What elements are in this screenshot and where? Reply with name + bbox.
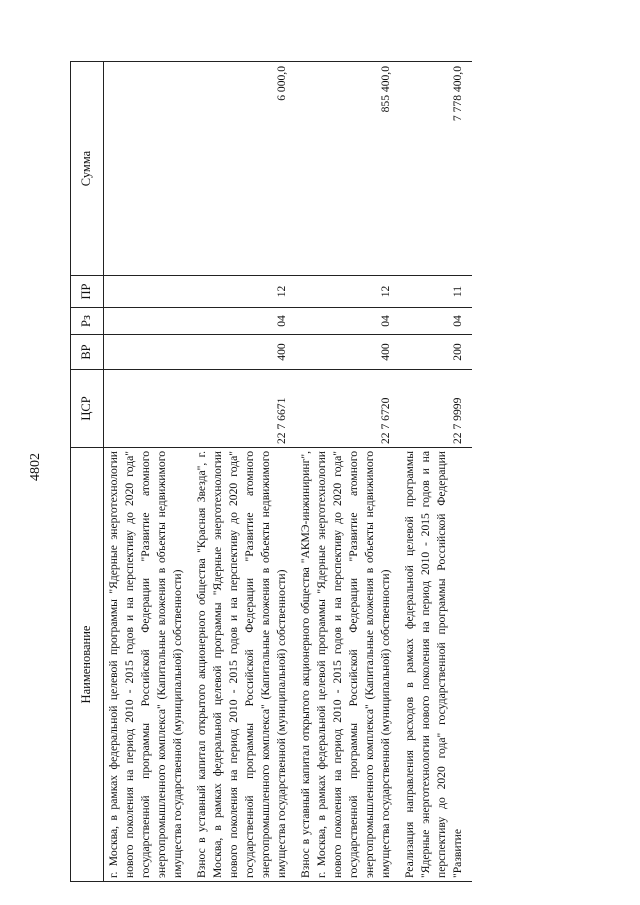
row-rz: 04 — [296, 308, 400, 335]
table-body — [104, 62, 472, 882]
row-csr — [104, 370, 192, 448]
row-sum: 6 000,0 — [192, 62, 296, 276]
table-header — [71, 62, 104, 882]
row-name: г. Москва, в рамках федеральной целевой программы "Ядерные энерготехнологии нового поколения на период 2010 - 2015 годов и на перспективу до 2020 года" государственной программы Российской Федерации "Развитие атомного энергопромышленного комплекса" (Капитальные вложения в объекты недвижимого имущества государственной (муниципальной) собственности) — [104, 448, 192, 882]
row-name: Реализация направления расходов в рамках федеральной целевой программы "Ядерные энерготехнологии нового поколения на период 2010 - 2015 годов и на перспективу до 2020 года" государственной программы Российской Федерации "Развитие — [400, 448, 472, 882]
header-sum: Сумма — [71, 62, 104, 276]
header-rz: Рз — [71, 308, 104, 335]
table-row — [104, 62, 192, 882]
row-pr: 12 — [296, 276, 400, 308]
rotated-budget-table — [70, 62, 612, 882]
row-name: Взнос в уставный капитал открытого акционерного общества "Красная Звезда", г. Москва, в рамках федеральной целевой программы "Ядерные энерготехнологии нового поколения на период 2010 - 2015 годов и на перспективу до 2020 года" государственной программы Российской Федерации "Развитие атомного энергопромышленного комплекса" (Капитальные вложения в объекты недвижимого имущества государственной (муниципальной) собственности) — [192, 448, 296, 882]
header-pr: ПР — [71, 276, 104, 308]
row-csr: 22 7 6720 — [296, 370, 400, 448]
row-sum: 7 778 400,0 — [400, 62, 472, 276]
row-csr: 22 7 9999 — [400, 370, 472, 448]
table-row — [400, 62, 472, 882]
row-rz: 04 — [192, 308, 296, 335]
row-vr: 400 — [296, 335, 400, 370]
row-sum — [104, 62, 192, 276]
row-name: Взнос в уставный капитал открытого акционерного общества "АКМЭ-инжиниринг", г. Москва, в рамках федеральной целевой программы "Ядерные энерготехнологии нового поколения на период 2010 - 2015 годов и на перспективу до 2020 года" государственной программы Российской Федерации "Развитие атомного энергопромышленного комплекса" (Капитальные вложения в объекты недвижимого имущества государственной (муниципальной) собственности) — [296, 448, 400, 882]
row-sum: 855 400,0 — [296, 62, 400, 276]
header-name: Наименование — [71, 448, 104, 882]
row-pr: 11 — [400, 276, 472, 308]
row-vr — [104, 335, 192, 370]
header-csr: ЦСР — [71, 370, 104, 448]
page-number: 4802 — [28, 453, 43, 481]
row-vr: 400 — [192, 335, 296, 370]
budget-table — [70, 61, 472, 882]
row-rz: 04 — [400, 308, 472, 335]
row-csr: 22 7 6671 — [192, 370, 296, 448]
row-rz — [104, 308, 192, 335]
row-vr: 200 — [400, 335, 472, 370]
header-vr: ВР — [71, 335, 104, 370]
table-row — [296, 62, 400, 882]
row-pr — [104, 276, 192, 308]
table-row — [192, 62, 296, 882]
row-pr: 12 — [192, 276, 296, 308]
